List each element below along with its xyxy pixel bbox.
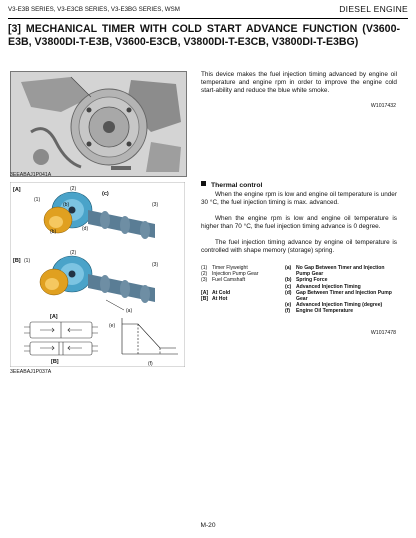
legend-left (201, 265, 283, 302)
thermal-code: W1017478 (370, 330, 396, 336)
fig-n3a: (3) (152, 202, 159, 208)
legend-item: (3) Fuel Camshaft (201, 277, 246, 284)
fig-n2b: (2) (70, 250, 77, 256)
legend-right (285, 265, 397, 315)
svg-text:(e): (e) (109, 323, 116, 329)
legend-item: (a) No Gap Between Timer and Injection Pump Gear (285, 265, 385, 278)
intro-code: W1017432 (370, 103, 396, 109)
section-title: [3] MECHANICAL TIMER WITH COLD START ADVANCE FUNCTION (V3600-E3B, V3800DI-T-E3B, V3600-E3CB, V3800DI-T-E3CB, V3800DI-T-E3BG) (8, 23, 400, 48)
fig-lc: (c) (102, 191, 109, 197)
legend-item: (b) Spring Force (285, 277, 328, 284)
thermal-p2: When the engine rpm is low and engine oil temperature is higher than 70 °C, the fuel injection timing advance is 0 degree. (201, 215, 397, 230)
fig-label-B: [B] (13, 258, 21, 264)
svg-text:[B]: [B] (51, 359, 59, 365)
legend-item: (f) Engine Oil Temperature (285, 308, 354, 315)
header-section: DIESEL ENGINE (339, 4, 408, 14)
thermal-heading-text: Thermal control (211, 182, 263, 189)
thermal-heading (201, 181, 397, 189)
fig-n1a: (1) (34, 197, 41, 203)
timer-diagram-graphic (10, 182, 185, 367)
fig-lb2: (b) (50, 229, 57, 235)
header-series: V3-E3B SERIES, V3-E3CB SERIES, V3-E3BG SERIES, WSM (8, 6, 180, 13)
legend-item: (e) Advanced Injection Timing (degree) (285, 302, 383, 309)
legend-item: (d) Gap Between Timer and Injection Pump Gear (285, 289, 392, 303)
fig-lb1: (b) (63, 202, 70, 208)
fig-n2a: (2) (70, 186, 77, 192)
svg-text:(f): (f) (148, 361, 153, 367)
timer-diagram (10, 182, 185, 367)
thermal-p3: The fuel injection timing advance by engine oil temperature is controlled with shape memory (storage) spring. (201, 239, 397, 254)
fig-label-A: [A] (13, 187, 21, 193)
legend-item: [B] At Hot (201, 295, 228, 302)
bullet-square-icon (201, 181, 206, 186)
legend-item: (1) Timer Flyweight (201, 265, 248, 271)
page-number: M-20 (200, 522, 216, 529)
fig-n3b: (3) (152, 262, 159, 268)
engine-photo-graphic (11, 72, 186, 176)
svg-text:[A]: [A] (50, 314, 58, 320)
fig-ld: (d) (82, 226, 89, 232)
legend-item: (2) Injection Pump Gear (201, 271, 259, 278)
thermal-p1: When the engine rpm is low and engine oil temperature is under 30 °C, the fuel injection timing is max. advanced. (201, 191, 397, 206)
engine-photo (10, 71, 187, 177)
page-header (8, 4, 408, 19)
legend-item: [A] At Cold (201, 289, 231, 296)
legend-item: (c) Advanced Injection Timing (285, 283, 361, 290)
fig-la: (a) (126, 308, 133, 314)
intro-text: This device makes the fuel injection timing advanced by engine oil temperature and engine rpm in order to improve the engine cold start-ability and reduce the blue white smoke. (201, 71, 397, 94)
fig-n1b: (1) (24, 258, 31, 264)
figure1-code: 3EEABAJ1P041A (10, 172, 52, 178)
figure2-code: 3EEABAJ1P037A (10, 369, 52, 375)
